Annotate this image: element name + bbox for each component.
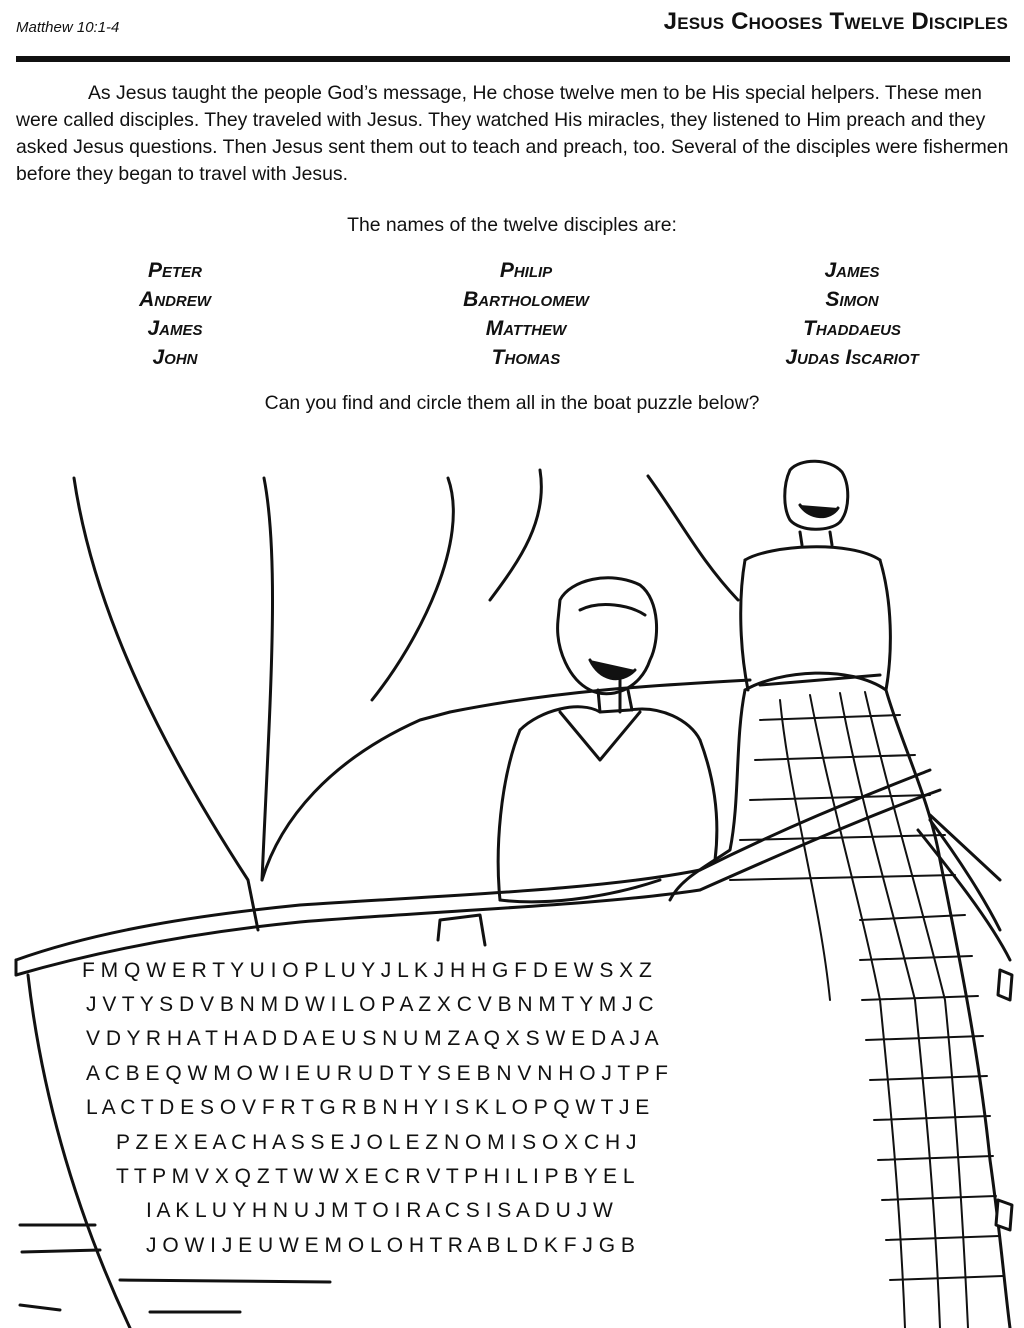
disciple-name: Thaddaeus bbox=[803, 317, 901, 340]
puzzle-row: L A C T D E S O V F R T G R B N H Y I S K L O P Q W T J E bbox=[86, 1096, 650, 1119]
names-column-2 bbox=[426, 256, 626, 372]
puzzle-instruction: Can you find and circle them all in the boat puzzle below? bbox=[264, 392, 760, 414]
puzzle-row: V D Y R H A T H A D D A E U S N U M Z A Q X S W E D A J A bbox=[86, 1027, 659, 1050]
boat-illustration bbox=[0, 430, 1024, 1328]
disciple-name: Thomas bbox=[491, 346, 561, 369]
names-heading: The names of the twelve disciples are: bbox=[347, 214, 677, 236]
disciple-name: Andrew bbox=[139, 288, 211, 311]
intro-text: As Jesus taught the people God’s message, He chose twelve men to be His special helpers. These men were called disciples. They traveled with Jesus. They watched His miracles, they listened to Him preach and they asked Jesus questions. Then Jesus sent them out to teach and preach, too. Several of the disciples were fishermen before they began to travel with Jesus. bbox=[16, 82, 1009, 185]
puzzle-row: T T P M V X Q Z T W W X E C R V T P H I L I P B Y E L bbox=[116, 1165, 635, 1188]
intro-paragraph bbox=[16, 80, 1012, 188]
names-column-3 bbox=[752, 256, 952, 372]
disciple-name: Peter bbox=[147, 259, 202, 282]
names-column-1 bbox=[100, 256, 250, 372]
page-title: Jesus Chooses Twelve Disciples bbox=[663, 8, 1008, 35]
puzzle-row: P Z E X E A C H A S S E J O L E Z N O M I S O X C H J bbox=[116, 1131, 637, 1154]
puzzle-row: J V T Y S D V B N M D W I L O P A Z X C V B N M T Y M J C bbox=[86, 993, 654, 1016]
disciple-name: Bartholomew bbox=[463, 288, 589, 311]
header-divider bbox=[16, 56, 1010, 62]
disciple-name: Judas Iscariot bbox=[785, 346, 919, 369]
disciple-name: Matthew bbox=[485, 317, 567, 340]
puzzle-row: I A K L U Y H N U J M T O I R A C S I S A D U J W bbox=[146, 1199, 613, 1222]
puzzle-row: A C B E Q W M O W I E U R U D T Y S E B N V N H O J T P F bbox=[86, 1062, 668, 1085]
disciple-name: John bbox=[152, 346, 198, 369]
disciple-name: Philip bbox=[499, 259, 553, 282]
disciple-name: James bbox=[147, 317, 203, 340]
scripture-reference: Matthew 10:1-4 bbox=[16, 19, 120, 36]
puzzle-row: F M Q W E R T Y U I O P L U Y J L K J H H G F D E W S X Z bbox=[82, 959, 652, 982]
disciple-name: Simon bbox=[825, 288, 879, 311]
puzzle-row: J O W I J E U W E M O L O H T R A B L D K F J G B bbox=[146, 1234, 635, 1257]
disciple-name: James bbox=[824, 259, 880, 282]
